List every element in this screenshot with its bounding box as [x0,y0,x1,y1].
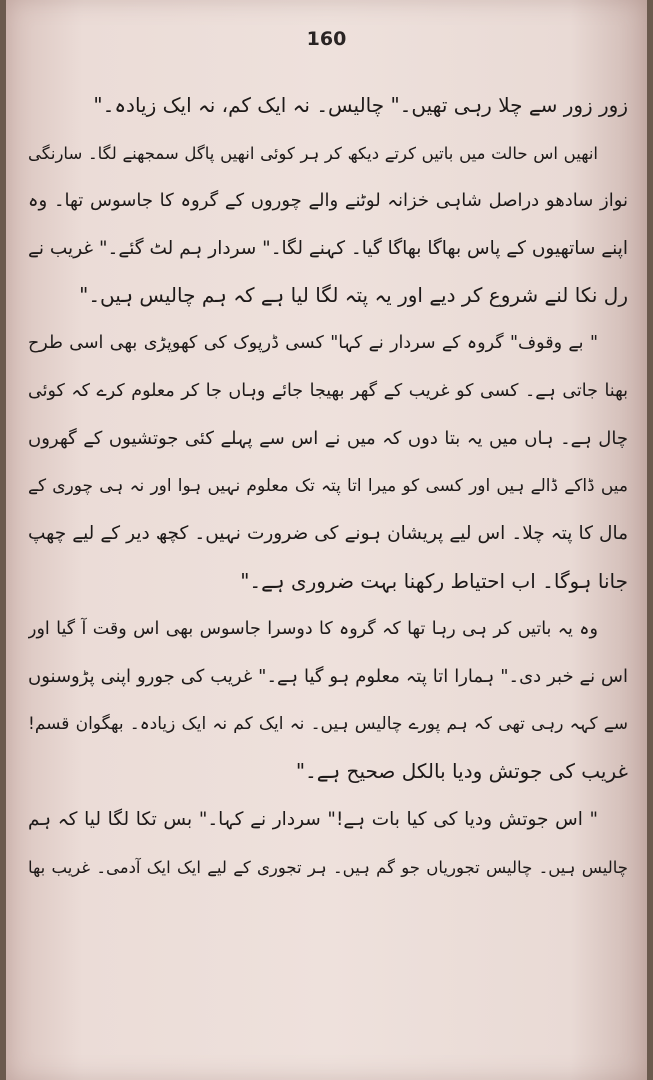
page-number: 160 [306,28,347,50]
text-line: اس نے خبر دی۔" ہمارا اتا پتہ معلوم ہو گیا ہے۔" غریب کی جورو اپنی پڑوسنوں [28,666,628,688]
text-line: چالیس ہیں۔ چالیس تجوریاں جو گم ہیں۔ ہر تجوری کے لیے ایک ایک آدمی۔ غریب بھا [28,857,628,877]
text-line: چال ہے۔ ہاں میں یہ بتا دوں کہ میں نے اس سے پہلے کئی جوتشیوں کے گھروں [28,428,628,450]
text-line: غریب کی جوتش ودیا بالکل صحیح ہے۔" [295,759,628,784]
text-line: نواز سادھو دراصل شاہی خزانہ لوٹنے والے چوروں کے گروہ کا جاسوس تھا۔ وہ [28,190,628,212]
text-line: میں ڈاکے ڈالے ہیں اور کسی کو میرا اتا پتہ تک معلوم نہیں ہوا اور نہ ہی چوری کے [28,475,628,496]
text-line: سے کہہ رہی تھی کہ ہم پورے چالیس ہیں۔ نہ ایک کم نہ ایک زیادہ۔ بھگوان قسم! [28,713,628,734]
text-line: جانا ہوگا۔ اب احتیاط رکھنا بہت ضروری ہے۔" [240,568,628,593]
text-line: بھنا جاتی ہے۔ کسی کو غریب کے گھر بھیجا جائے وہاں جا کر معلوم کرے کہ کوئی [28,380,628,401]
text-line: " بے وقوف" گروہ کے سردار نے کہا" کسی ڈرپوک کی کھوپڑی بھی اسی طرح [28,332,598,353]
text-line: رل نکا لنے شروع کر دیے اور یہ پتہ لگا لیا ہے کہ ہم چالیس ہیں۔" [79,283,628,308]
text-line: " اس جوتش ودیا کی کیا بات ہے!" سردار نے کہا۔" بس تکا لگا لیا کہ ہم [28,808,598,830]
text-line: انھیں اس حالت میں باتیں کرتے دیکھ کر ہر کوئی انھیں پاگل سمجھنے لگا۔ سارنگی [28,143,598,163]
page-text [28,82,628,891]
book-page [6,0,647,1080]
text-line: اپنے ساتھیوں کے پاس بھاگا بھاگا گیا۔ کہنے لگا۔" سردار ہم لٹ گئے۔" غریب نے [28,237,628,259]
text-line: مال کا پتہ چلا۔ اس لیے پریشان ہونے کی ضرورت نہیں۔ کچھ دیر کے لیے چھپ [28,523,628,545]
text-line: زور زور سے چلا رہی تھیں۔" چالیس۔ نہ ایک کم، نہ ایک زیادہ۔" [93,93,628,117]
text-line: وہ یہ باتیں کر ہی رہا تھا کہ گروہ کا دوسرا جاسوس بھی اس وقت آ گیا اور [28,618,598,639]
